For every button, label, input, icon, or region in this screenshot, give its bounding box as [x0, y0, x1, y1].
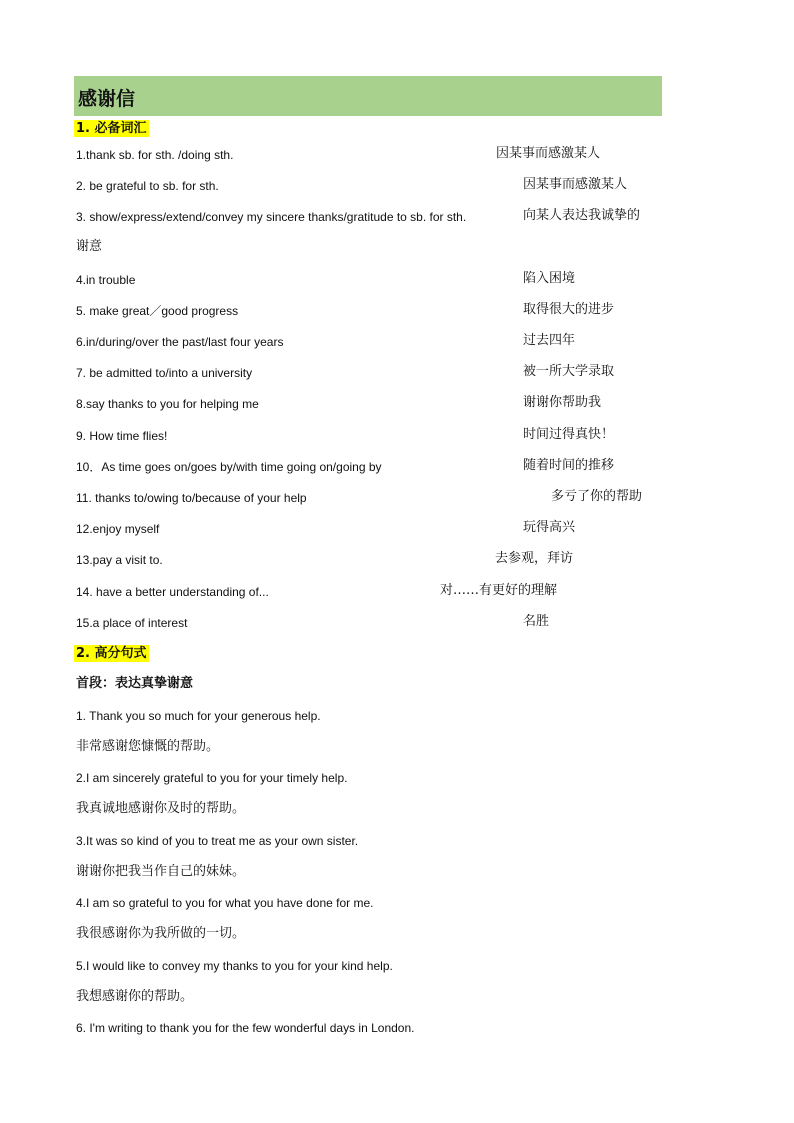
vocab-zh: 因某事而感激某人 — [523, 177, 628, 192]
title-banner — [74, 76, 662, 116]
sentence-zh: 我想感谢你的帮助。 — [76, 989, 194, 1004]
sentence-en: 4.I am so grateful to you for what you have done for me. — [76, 896, 374, 910]
vocab-zh: 去参观，拜访 — [495, 551, 574, 566]
sentence-zh: 我很感谢你为我所做的一切。 — [76, 926, 246, 941]
vocab-en: 3. show/express/extend/convey my sincere thanks/gratitude to sb. for sth. — [76, 210, 467, 224]
vocab-zh-continued: 谢意 — [76, 239, 103, 254]
vocab-en: 15.a place of interest — [76, 616, 188, 630]
vocab-zh: 对……有更好的理解 — [440, 583, 558, 598]
vocab-zh: 被一所大学录取 — [523, 364, 615, 379]
vocab-zh: 陷入困境 — [523, 271, 576, 286]
sentence-zh: 非常感谢您慷慨的帮助。 — [76, 739, 220, 754]
sentence-en: 3.It was so kind of you to treat me as your own sister. — [76, 834, 359, 848]
section-heading-vocabulary: 1. 必备词汇 — [76, 121, 147, 136]
vocab-en: 8.say thanks to you for helping me — [76, 397, 259, 411]
vocab-en: 14. have a better understanding of... — [76, 585, 269, 599]
vocab-zh: 时间过得真快！ — [523, 427, 615, 442]
vocab-zh: 玩得高兴 — [523, 520, 576, 535]
vocab-en: 10．As time goes on/goes by/with time going on/going by — [76, 460, 382, 474]
vocab-zh: 名胜 — [523, 614, 550, 629]
sentence-zh: 我真诚地感谢你及时的帮助。 — [76, 801, 246, 816]
vocab-zh: 因某事而感激某人 — [496, 146, 601, 161]
vocab-en: 9. How time flies! — [76, 429, 168, 443]
sentence-zh: 谢谢你把我当作自己的妹妹。 — [76, 864, 246, 879]
vocab-en: 2. be grateful to sb. for sth. — [76, 179, 219, 193]
sub-heading: 首段：表达真挚谢意 — [76, 676, 194, 691]
sentence-en: 2.I am sincerely grateful to you for your timely help. — [76, 771, 348, 785]
vocab-en: 11. thanks to/owing to/because of your help — [76, 491, 307, 505]
sentence-en: 1. Thank you so much for your generous help. — [76, 709, 321, 723]
page-title: 感谢信 — [78, 88, 136, 110]
vocab-en: 5. make great／good progress — [76, 304, 239, 318]
vocab-zh: 向某人表达我诚挚的 — [523, 208, 641, 223]
vocab-en: 6.in/during/over the past/last four years — [76, 335, 284, 349]
vocab-zh: 谢谢你帮助我 — [523, 395, 602, 410]
vocab-en: 7. be admitted to/into a university — [76, 366, 253, 380]
vocab-zh: 取得很大的进步 — [523, 302, 615, 317]
section-heading-sentences: 2. 高分句式 — [76, 646, 147, 661]
sentence-en: 6. I'm writing to thank you for the few wonderful days in London. — [76, 1021, 415, 1035]
vocab-en: 13.pay a visit to. — [76, 553, 163, 567]
sentence-en: 5.I would like to convey my thanks to you for your kind help. — [76, 959, 393, 973]
vocab-en: 12.enjoy myself — [76, 522, 160, 536]
vocab-en: 1.thank sb. for sth. /doing sth. — [76, 148, 234, 162]
vocab-zh: 多亏了你的帮助 — [551, 489, 643, 504]
vocab-zh: 随着时间的推移 — [523, 458, 615, 473]
vocab-zh: 过去四年 — [523, 333, 576, 348]
vocab-en: 4.in trouble — [76, 273, 136, 287]
